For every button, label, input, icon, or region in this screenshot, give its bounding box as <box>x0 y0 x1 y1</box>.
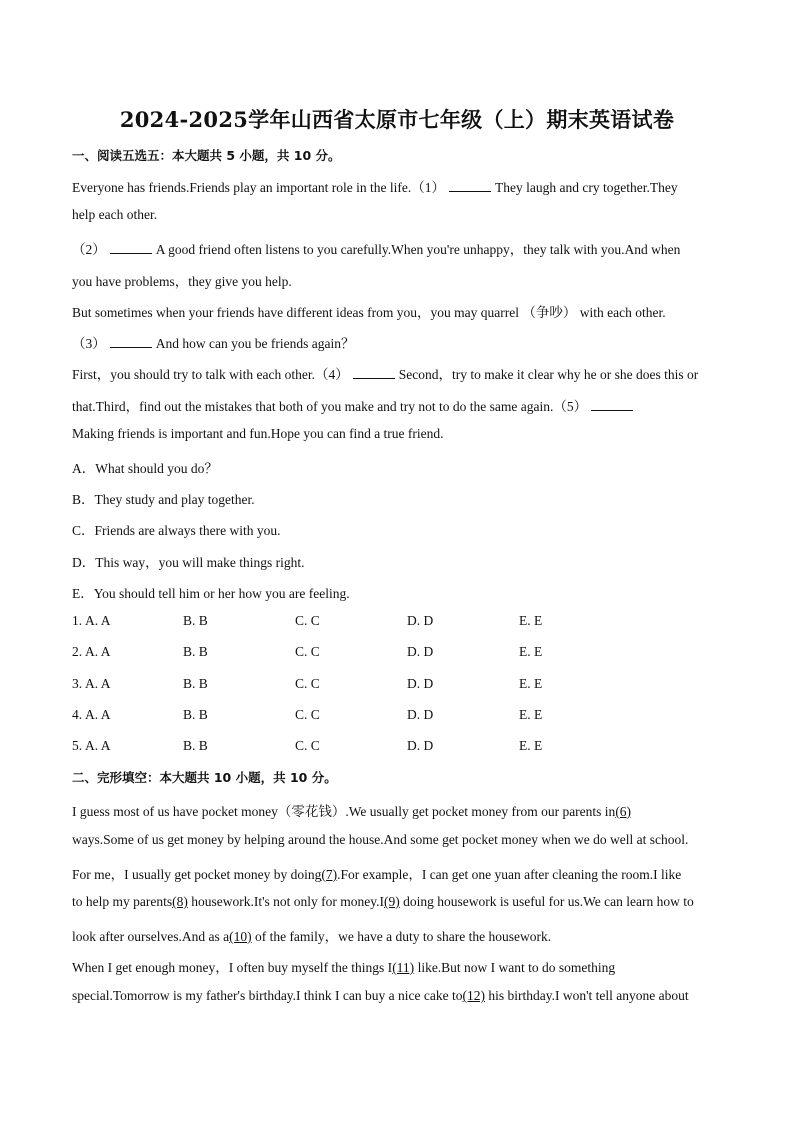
passage-text: For me，I usually get pocket money by doing <box>72 867 322 882</box>
choice-a[interactable]: A. A <box>85 644 111 659</box>
passage-line <box>72 332 722 352</box>
passage-line: you have problems，they give you help. <box>72 274 292 289</box>
passage-text: （2） <box>72 242 106 257</box>
passage-text: They laugh and cry together.They <box>495 180 678 195</box>
passage-text: .For example，I can get one yuan after cleaning the room.I like <box>337 867 682 882</box>
choice-a[interactable]: A. A <box>85 738 111 753</box>
question-number: 5. <box>72 738 83 753</box>
choice-e[interactable]: E. E <box>519 644 543 659</box>
passage-text: his birthday.I won't tell anyone about <box>488 988 689 1003</box>
cloze-blank-11: (11) <box>392 960 415 975</box>
passage-text: First，you should try to talk with each other.（4） <box>72 367 349 382</box>
choice-b[interactable]: B. B <box>183 613 208 628</box>
choice-d[interactable]: D. D <box>407 707 434 722</box>
choice-c[interactable]: C. C <box>295 676 320 691</box>
passage-text: A good friend often listens to you carefully.When you're unhappy，they talk with you.And when <box>155 242 681 257</box>
choice-b[interactable]: B. B <box>183 738 208 753</box>
cloze-blank-9: (9) <box>384 894 400 909</box>
question-number: 3. <box>72 676 83 691</box>
choice-e[interactable]: E. E <box>519 613 543 628</box>
choice-a[interactable]: A. A <box>85 707 111 722</box>
passage-line <box>72 395 722 415</box>
passage-line: Making friends is important and fun.Hope you can find a true friend. <box>72 426 444 441</box>
choice-d[interactable]: D. D <box>407 676 434 691</box>
choice-e[interactable]: E. E <box>519 676 543 691</box>
choice-d[interactable]: D. D <box>407 644 434 659</box>
choice-d[interactable]: D. D <box>407 738 434 753</box>
passage-text: like.But now I want to do something <box>417 960 616 975</box>
choice-d[interactable]: D. D <box>407 613 434 628</box>
question-row-3 <box>72 676 632 694</box>
cloze-line <box>72 956 722 976</box>
option-a: A．What should you do？ <box>72 461 218 476</box>
choice-e[interactable]: E. E <box>519 707 543 722</box>
choice-b[interactable]: B. B <box>183 644 208 659</box>
passage-text: （3） <box>72 336 106 351</box>
passage-text: that.Third，find out the mistakes that both of you make and try not to do the same again.（5） <box>72 399 588 414</box>
question-row-4 <box>72 707 632 725</box>
choice-c[interactable]: C. C <box>295 738 320 753</box>
section-2-heading: 二、完形填空：本大题共 10 小题，共 10 分。 <box>72 770 337 785</box>
question-row-5 <box>72 738 632 756</box>
cloze-blank-12: (12) <box>462 988 485 1003</box>
passage-text: doing housework is useful for us.We can learn how to <box>403 894 694 909</box>
answer-blank-3 <box>110 335 152 348</box>
cloze-blank-10: (10) <box>229 929 252 944</box>
passage-line: But sometimes when your friends have different ideas from you，you may quarrel （争吵） with each other. <box>72 305 666 320</box>
passage-text: I guess most of us have pocket money（零花钱）.We usually get pocket money from our parents in <box>72 804 616 819</box>
option-d: D．This way，you will make things right. <box>72 555 305 570</box>
cloze-line <box>72 894 722 910</box>
passage-text: housework.It's not only for money.I <box>191 894 385 909</box>
choice-c[interactable]: C. C <box>295 707 320 722</box>
question-number: 1. <box>72 613 83 628</box>
passage-line <box>72 363 722 383</box>
option-b: B．They study and play together. <box>72 492 255 507</box>
cloze-line <box>72 800 722 820</box>
passage-text: look after ourselves.And as a <box>72 929 230 944</box>
answer-blank-2 <box>110 241 152 254</box>
answer-blank-5 <box>591 398 633 411</box>
choice-b[interactable]: B. B <box>183 676 208 691</box>
cloze-blank-8: (8) <box>172 894 188 909</box>
question-number: 2. <box>72 644 83 659</box>
passage-text: Everyone has friends.Friends play an important role in the life.（1） <box>72 180 446 195</box>
passage-text: special.Tomorrow is my father's birthday.I think I can buy a nice cake to <box>72 988 463 1003</box>
choice-c[interactable]: C. C <box>295 613 320 628</box>
choice-c[interactable]: C. C <box>295 644 320 659</box>
cloze-line <box>72 863 722 883</box>
cloze-line <box>72 925 722 945</box>
cloze-blank-6: (6) <box>615 804 632 819</box>
choice-a[interactable]: A. A <box>85 613 111 628</box>
cloze-blank-7: (7) <box>321 867 338 882</box>
passage-line <box>72 176 722 196</box>
choice-b[interactable]: B. B <box>183 707 208 722</box>
answer-blank-1 <box>449 179 491 192</box>
page-title: 2024-2025学年山西省太原市七年级（上）期末英语试卷 <box>119 107 675 132</box>
section-1-heading: 一、阅读五选五：本大题共 5 小题，共 10 分。 <box>72 148 341 163</box>
option-c: C．Friends are always there with you. <box>72 523 281 538</box>
passage-text: Second，try to make it clear why he or she does this or <box>398 367 699 382</box>
passage-text: of the family，we have a duty to share the housework. <box>254 929 552 944</box>
passage-line: help each other. <box>72 207 158 222</box>
cloze-line: ways.Some of us get money by helping around the house.And some get pocket money when we do well at school. <box>72 832 689 847</box>
option-e: E．You should tell him or her how you are feeling. <box>72 586 350 601</box>
passage-text: When I get enough money，I often buy myself the things I <box>72 960 393 975</box>
answer-blank-4 <box>353 366 395 379</box>
question-row-1 <box>72 613 632 631</box>
passage-text: And how can you be friends again？ <box>155 336 355 351</box>
passage-text: to help my parents <box>72 894 173 909</box>
cloze-line <box>72 988 722 1004</box>
question-number: 4. <box>72 707 83 722</box>
choice-e[interactable]: E. E <box>519 738 543 753</box>
passage-line <box>72 238 722 258</box>
choice-a[interactable]: A. A <box>85 676 111 691</box>
question-row-2 <box>72 644 632 662</box>
